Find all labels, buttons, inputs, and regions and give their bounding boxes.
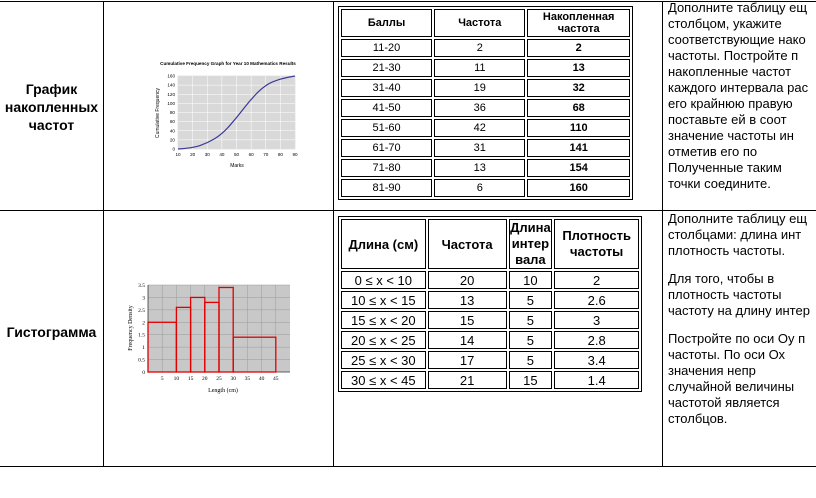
chart-title: Cumulative Frequency Graph for Year 10 Mathematics Results — [160, 61, 296, 66]
table-cell: 160 — [527, 179, 630, 197]
table-cell: 3.4 — [554, 351, 639, 369]
instruction-line: Полученные таким — [668, 160, 782, 175]
y-axis-label: Frequency Density — [128, 305, 134, 351]
y-tick-label: 0.5 — [138, 357, 145, 364]
row-label-line: частот — [28, 117, 75, 133]
table-cell: 32 — [527, 79, 630, 97]
instructions-histogram — [668, 211, 816, 427]
table-row — [341, 291, 639, 309]
x-tick-label: 15 — [187, 376, 194, 382]
table-cell: 31-40 — [341, 79, 432, 97]
table-cell: 31 — [434, 139, 525, 157]
table-cell: 11 — [434, 59, 525, 77]
y-tick-label: 160 — [167, 73, 175, 79]
instruction-line: плотность частоты. — [668, 243, 786, 258]
instruction-line: частотой является — [668, 395, 780, 410]
table-cell: 110 — [527, 119, 630, 137]
table-row — [341, 139, 630, 157]
table-cell: 6 — [434, 179, 525, 197]
table-cell: 21-30 — [341, 59, 432, 77]
y-tick-label: 2 — [142, 320, 145, 327]
table-cell: 13 — [428, 291, 507, 309]
column-divider-2 — [333, 1, 334, 467]
cumulative-frequency-chart — [150, 56, 310, 176]
x-tick-label: 10 — [173, 376, 180, 382]
header-cumulative: Накопленная частота — [527, 9, 630, 37]
table-cell: 21 — [428, 371, 507, 389]
table-cell: 10 — [509, 271, 553, 289]
table-cell: 2 — [434, 39, 525, 57]
header-frequency: Частота — [428, 219, 507, 269]
x-tick-label: 35 — [244, 376, 251, 382]
x-tick-label: 60 — [248, 152, 254, 157]
table-cell: 2.6 — [554, 291, 639, 309]
x-tick-label: 50 — [233, 152, 240, 157]
table-cell: 5 — [509, 291, 553, 309]
instruction-line: Дополните таблицу ещ — [668, 211, 808, 226]
instruction-line: значения непр — [668, 363, 756, 378]
table-cell: 14 — [428, 331, 507, 349]
table-cell: 13 — [434, 159, 525, 177]
instruction-line: отметив его по — [668, 144, 758, 159]
x-tick-label: 20 — [190, 152, 196, 157]
instruction-line: частоту на длину интер — [668, 303, 810, 318]
table-cell: 20 ≤ x < 25 — [341, 331, 426, 349]
y-tick-label: 120 — [167, 91, 175, 97]
x-tick-label: 30 — [230, 376, 236, 382]
table-cell: 30 ≤ x < 45 — [341, 371, 426, 389]
table-cell: 41-50 — [341, 99, 432, 117]
table-cell: 0 ≤ x < 10 — [341, 271, 426, 289]
table-row — [341, 159, 630, 177]
row-label-cumulative — [0, 80, 103, 134]
row-label-histogram — [0, 323, 103, 341]
y-tick-label: 2.5 — [138, 307, 145, 314]
table-cell: 141 — [527, 139, 630, 157]
table-cell: 42 — [434, 119, 525, 137]
table-cell: 1.4 — [554, 371, 639, 389]
y-tick-label: 100 — [167, 100, 175, 106]
instruction-line: случайной величины — [668, 379, 795, 394]
table-row — [341, 39, 630, 57]
table-cell: 19 — [434, 79, 525, 97]
x-tick-label: 30 — [204, 152, 210, 157]
y-tick-label: 1 — [142, 345, 145, 352]
y-tick-label: 40 — [169, 128, 175, 134]
y-tick-label: 1.5 — [138, 332, 145, 339]
table-row — [341, 119, 630, 137]
x-tick-label: 5 — [160, 376, 164, 382]
paragraph-gap — [668, 259, 816, 271]
table-cell: 154 — [527, 159, 630, 177]
histogram-table — [338, 216, 642, 392]
table-cell: 61-70 — [341, 139, 432, 157]
table-cell: 5 — [509, 311, 553, 329]
table-cell: 36 — [434, 99, 525, 117]
table-row — [341, 59, 630, 77]
instructions-cumulative — [668, 0, 816, 192]
table-cell: 11-20 — [341, 39, 432, 57]
y-tick-label: 20 — [169, 137, 175, 143]
y-tick-label: 80 — [169, 110, 175, 116]
instruction-line: соответствующие нако — [668, 32, 806, 47]
instruction-line: столбцов. — [668, 411, 728, 426]
instruction-line: столбцом, укажите — [668, 16, 782, 31]
instruction-line: точки соедините. — [668, 176, 771, 191]
table-cell: 15 — [428, 311, 507, 329]
header-marks: Баллы — [341, 9, 432, 37]
row-label-line: Гистограмма — [6, 324, 97, 340]
x-axis-label: Length (cm) — [208, 388, 238, 394]
header-length: Длина (см) — [341, 219, 426, 269]
table-cell: 5 — [509, 331, 553, 349]
instruction-line: Постройте по оси Оу п — [668, 331, 806, 346]
column-divider-1 — [103, 1, 104, 467]
instruction-line: накопленные частот — [668, 64, 792, 79]
table-cell: 10 ≤ x < 15 — [341, 291, 426, 309]
header-interval-length: Длина интер вала — [510, 220, 551, 267]
instruction-line: значение частоты ин — [668, 128, 794, 143]
y-tick-label: 0 — [172, 146, 175, 152]
table-row — [341, 331, 639, 349]
x-axis-label: Marks — [230, 163, 244, 169]
column-divider-3 — [662, 1, 663, 467]
table-row — [341, 99, 630, 117]
y-tick-label: 3 — [142, 295, 145, 302]
x-tick-label: 20 — [202, 376, 208, 382]
y-tick-label: 0 — [142, 370, 145, 376]
table-cell: 15 — [509, 371, 553, 389]
x-tick-label: 10 — [175, 152, 181, 157]
instruction-line: поставьте ей в соот — [668, 112, 787, 127]
row-label-line: График — [25, 81, 78, 97]
header-frequency: Частота — [434, 9, 525, 37]
table-cell: 81-90 — [341, 179, 432, 197]
table-row — [341, 271, 639, 289]
x-tick-label: 45 — [273, 376, 279, 382]
y-axis-label: Cumulative Frequency — [155, 87, 161, 139]
x-tick-label: 90 — [292, 152, 298, 157]
instruction-line: каждого интервала рас — [668, 80, 809, 95]
table-cell: 3 — [554, 311, 639, 329]
instruction-line: плотность частоты — [668, 287, 782, 302]
row-label-line: накопленных — [4, 99, 99, 115]
table-cell: 2.8 — [554, 331, 639, 349]
table-cell: 13 — [527, 59, 630, 77]
instruction-line: его крайнюю правую — [668, 96, 793, 111]
instruction-line: Для того, чтобы в — [668, 271, 775, 286]
table-row — [341, 179, 630, 197]
histogram-chart — [125, 280, 295, 395]
table-row — [341, 311, 639, 329]
header-density: Плотность частоты — [554, 219, 639, 269]
x-tick-label: 40 — [219, 152, 225, 157]
instruction-line: частоты. Постройте п — [668, 48, 799, 63]
table-border-bottom — [0, 466, 816, 467]
table-cell: 25 ≤ x < 30 — [341, 351, 426, 369]
y-tick-label: 3.5 — [138, 283, 145, 289]
table-row — [341, 371, 639, 389]
table-row — [341, 351, 639, 369]
paragraph-gap — [668, 319, 816, 331]
x-tick-label: 70 — [263, 152, 269, 157]
y-tick-label: 140 — [167, 82, 175, 88]
table-cell: 20 — [428, 271, 507, 289]
table-cell: 17 — [428, 351, 507, 369]
table-cell: 5 — [509, 351, 553, 369]
instruction-line: столбцами: длина инт — [668, 227, 802, 242]
table-cell: 68 — [527, 99, 630, 117]
instruction-line: Дополните таблицу ещ — [668, 0, 808, 15]
table-row — [341, 79, 630, 97]
x-tick-label: 40 — [258, 376, 265, 382]
table-cell: 71-80 — [341, 159, 432, 177]
instruction-line: частоты. По оси Ох — [668, 347, 786, 362]
cumulative-frequency-table — [338, 6, 633, 200]
table-cell: 2 — [554, 271, 639, 289]
x-tick-label: 80 — [277, 152, 283, 157]
table-cell: 51-60 — [341, 119, 432, 137]
table-cell: 15 ≤ x < 20 — [341, 311, 426, 329]
table-cell: 2 — [527, 39, 630, 57]
y-tick-label: 60 — [169, 119, 175, 125]
x-tick-label: 25 — [216, 376, 222, 382]
